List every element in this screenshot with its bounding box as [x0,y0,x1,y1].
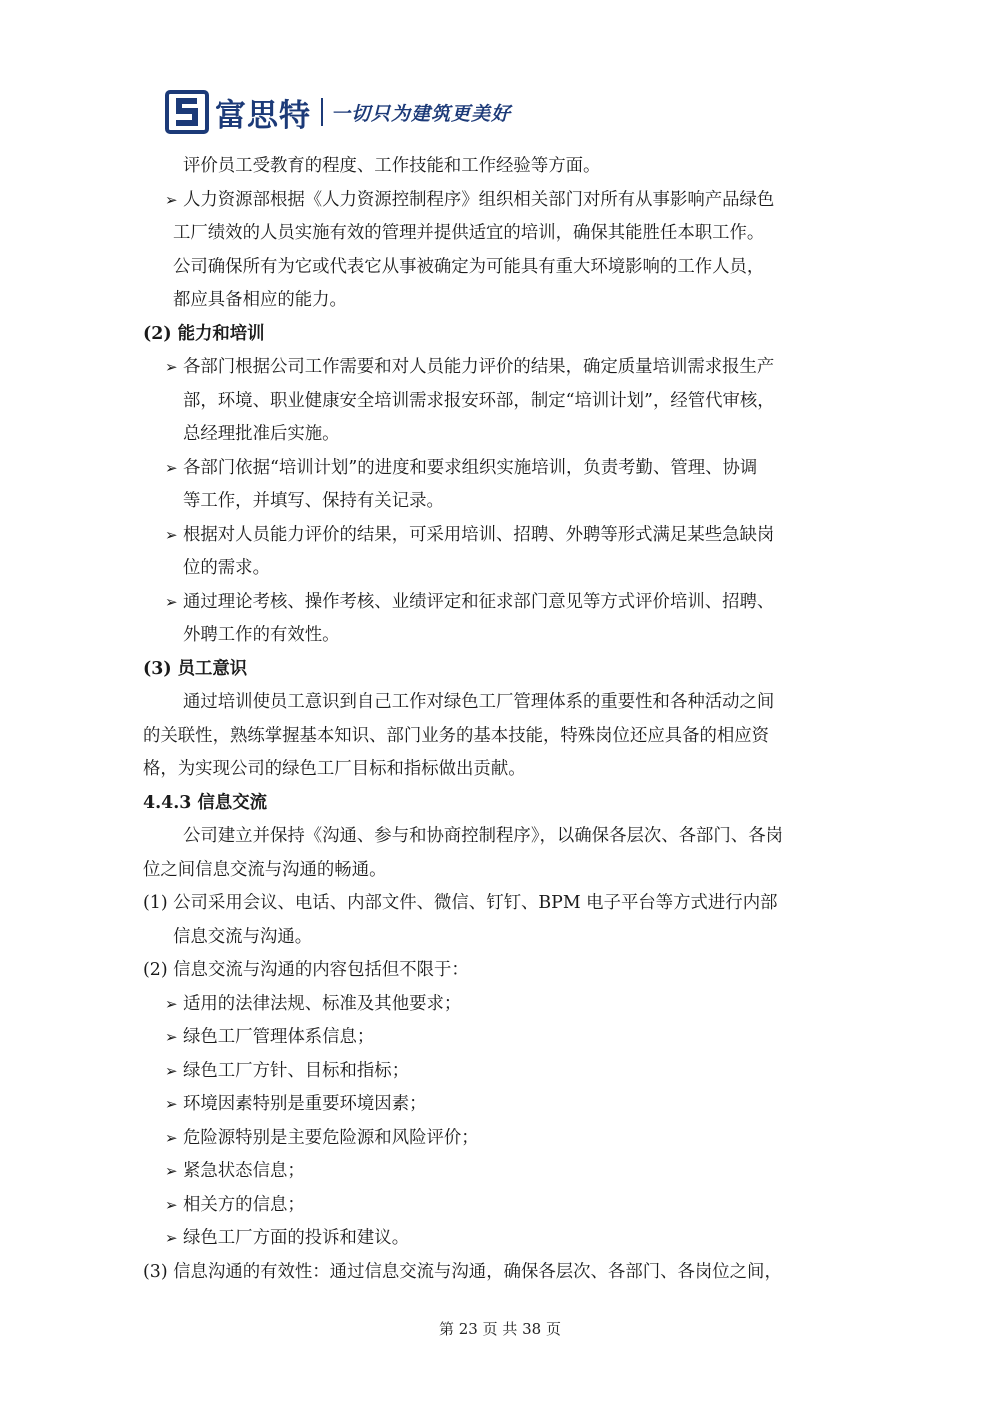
arrow-bullet-icon: ➢ [165,1061,178,1080]
section-heading: (3) 员工意识 [143,658,248,679]
paragraph-line: 总经理批准后实施。 [183,424,340,444]
bullet-item [143,452,873,486]
paragraph-line: (3) 信息沟通的有效性：通过信息交流与沟通，确保各层次、各部门、各岗位之间， [143,1261,782,1282]
paragraph-line: 通过培训使员工意识到自己工作对绿色工厂管理体系的重要性和各种活动之间 [183,692,775,712]
bullet-text: 人力资源部根据《人力资源控制程序》组织相关部门对所有从事影响产品绿色 [183,189,775,210]
bullet-item [143,1088,873,1122]
bullet-item [143,1021,873,1055]
bullet-text: 危险源特别是主要危险源和风险评价； [183,1127,479,1148]
bullet-item [143,1155,873,1189]
document-body [143,150,873,1289]
arrow-bullet-icon: ➢ [165,458,178,477]
bullet-item [143,184,873,218]
bullet-text: 适用的法律法规、标准及其他要求； [183,993,462,1014]
arrow-bullet-icon: ➢ [165,190,178,209]
paragraph-line: 公司建立并保持《沟通、参与和协商控制程序》，以确保各层次、各部门、各岗 [183,826,783,846]
bullet-item [143,1189,873,1223]
paragraph-line: (1) 公司采用会议、电话、内部文件、微信、钉钉、BPM 电子平台等方式进行内部 [143,893,778,913]
bullet-text: 各部门依据“培训计划”的进度和要求组织实施培训，负责考勤、管理、协调 [183,457,758,478]
page-header [165,88,511,136]
arrow-bullet-icon: ➢ [165,1028,178,1046]
arrow-bullet-icon: ➢ [165,994,178,1013]
brand-name: 富思特 [215,97,311,134]
bullet-item [143,519,873,553]
bullet-text: 各部门根据公司工作需要和对人员能力评价的结果，确定质量培训需求报生产 [183,357,775,377]
bullet-text: 绿色工厂管理体系信息； [183,1027,375,1047]
bullet-item [143,1055,873,1089]
paragraph-line: 工厂绩效的人员实施有效的管理并提供适宜的培训，确保其能胜任本职工作。 [173,223,765,243]
bullet-text: 绿色工厂方针、目标和指标； [183,1060,410,1081]
section-heading: 4.4.3 信息交流 [143,792,268,813]
bullet-text: 环境因素特别是重要环境因素； [183,1094,427,1114]
brand-slogan: 一切只为建筑更美好 [331,102,512,125]
paragraph-line: 位的需求。 [183,558,270,578]
paragraph-line: 信息交流与沟通。 [173,926,313,947]
header-divider [321,98,323,126]
paragraph-line: 评价员工受教育的程度、工作技能和工作经验等方面。 [183,156,601,176]
arrow-bullet-icon: ➢ [165,592,178,611]
bullet-text: 通过理论考核、操作考核、业绩评定和征求部门意见等方式评价培训、招聘、 [183,591,775,612]
fst-logo-icon [165,90,209,134]
paragraph-line: 格，为实现公司的绿色工厂目标和指标做出贡献。 [143,759,526,779]
paragraph-line: 部，环境、职业健康安全培训需求报安环部，制定“培训计划”，经管代审核， [183,390,775,411]
page-number: 第 23 页 共 38 页 [438,1320,561,1338]
arrow-bullet-icon: ➢ [165,525,178,544]
bullet-item [143,1222,873,1256]
arrow-bullet-icon: ➢ [165,1229,178,1247]
paragraph-line: (2) 信息交流与沟通的内容包括但不限于： [143,960,469,980]
bullet-item [143,1122,873,1156]
bullet-text: 绿色工厂方面的投诉和建议。 [183,1228,410,1248]
paragraph-line: 公司确保所有为它或代表它从事被确定为可能具有重大环境影响的工作人员， [173,256,765,277]
arrow-bullet-icon: ➢ [165,1195,178,1214]
paragraph-line: 等工作，并填写、保持有关记录。 [183,491,444,511]
paragraph-line: 位之间信息交流与沟通的畅通。 [143,859,387,880]
arrow-bullet-icon: ➢ [165,1095,178,1113]
arrow-bullet-icon: ➢ [165,358,178,376]
bullet-text: 相关方的信息； [183,1194,305,1215]
paragraph-line: 外聘工作的有效性。 [183,625,340,645]
bullet-item [143,351,873,385]
bullet-item [143,586,873,620]
section-heading: (2) 能力和培训 [143,323,265,344]
bullet-text: 根据对人员能力评价的结果，可采用培训、招聘、外聘等形式满足某些急缺岗 [183,524,775,545]
bullet-text: 紧急状态信息； [183,1161,305,1181]
paragraph-line: 的关联性，熟练掌握基本知识、部门业务的基本技能，特殊岗位还应具备的相应资 [143,725,770,746]
arrow-bullet-icon: ➢ [165,1162,178,1180]
paragraph-line: 都应具备相应的能力。 [173,290,347,310]
bullet-item [143,988,873,1022]
arrow-bullet-icon: ➢ [165,1128,178,1147]
